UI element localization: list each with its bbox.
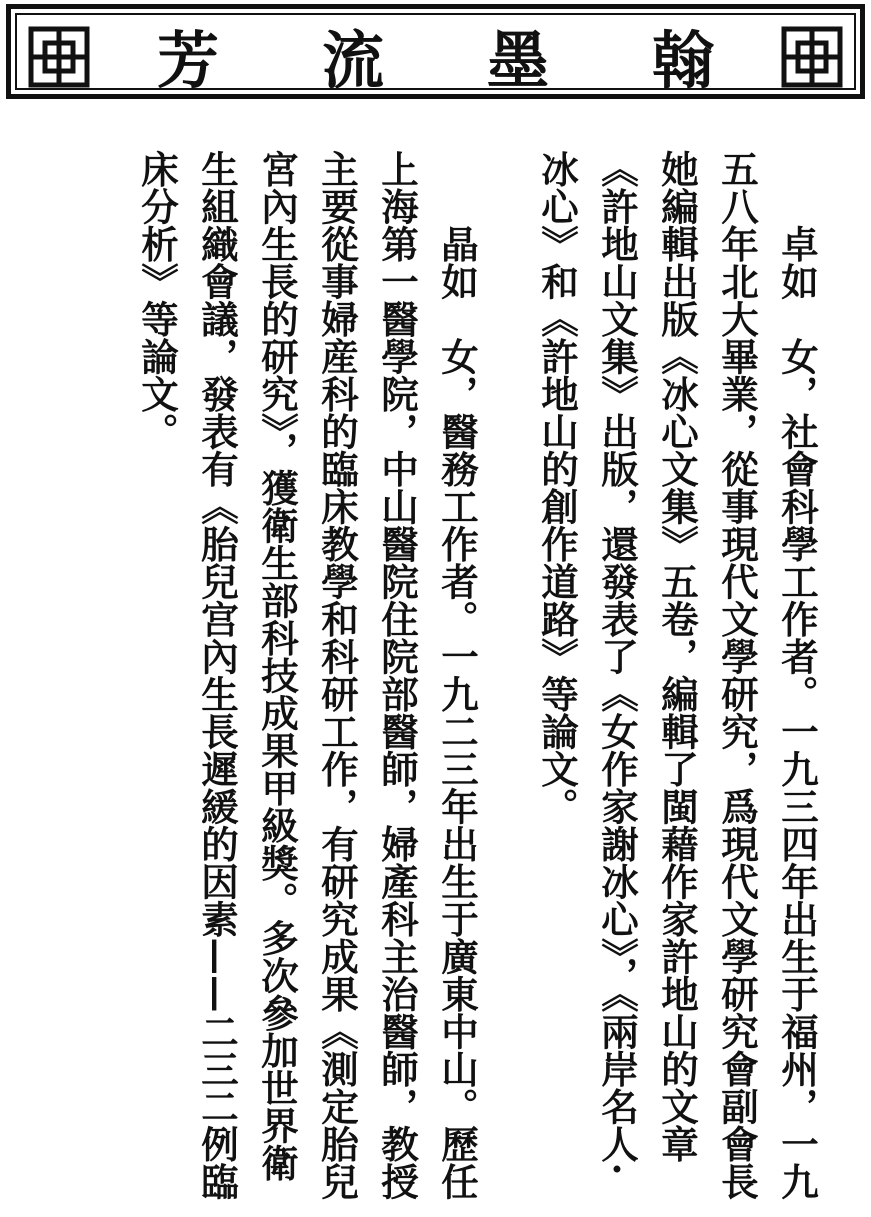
title-char-4: 芳 [157, 24, 220, 97]
paragraph-zhuoru: 卓如 女，社會科學工作者。一九三四年出生于福州，一九五八年北大畢業，從事現代文學研究，爲現代文學研究會副會長她編輯出版《冰心文集》五卷，編輯了閩藉作家許地山的文章《許地山文集》出版，還發表了《女作家謝冰心》，《兩岸名人·冰心》和《許地山的創作道路》等論文。 [535, 150, 819, 1200]
title-char-2: 墨 [486, 24, 549, 97]
header-inner-border [15, 13, 856, 97]
biography-text [37, 150, 827, 1210]
title-char-3: 流 [321, 24, 384, 97]
title-char-1: 翰 [651, 24, 714, 97]
header-frame [6, 4, 865, 99]
fret-ornament-left-icon [27, 25, 91, 89]
paragraph-jingru: 晶如 女，醫務工作者。一九二三年出生于廣東中山。歷任上海第一醫學院，中山醫院住院部醫師，婦產科主治醫師，教授主要從事婦産科的臨床教學和科研工作，有研究成果《測定胎兒宮內生長的研究》，獲衛生部科技成果甲級獎。多次參加世界衛生組織會議，發表有《胎兒宫內生長遲緩的因素——二三二例臨床分析》等論文。 [135, 150, 479, 1200]
page-title [117, 24, 754, 97]
fret-ornament-right-icon [780, 25, 844, 89]
